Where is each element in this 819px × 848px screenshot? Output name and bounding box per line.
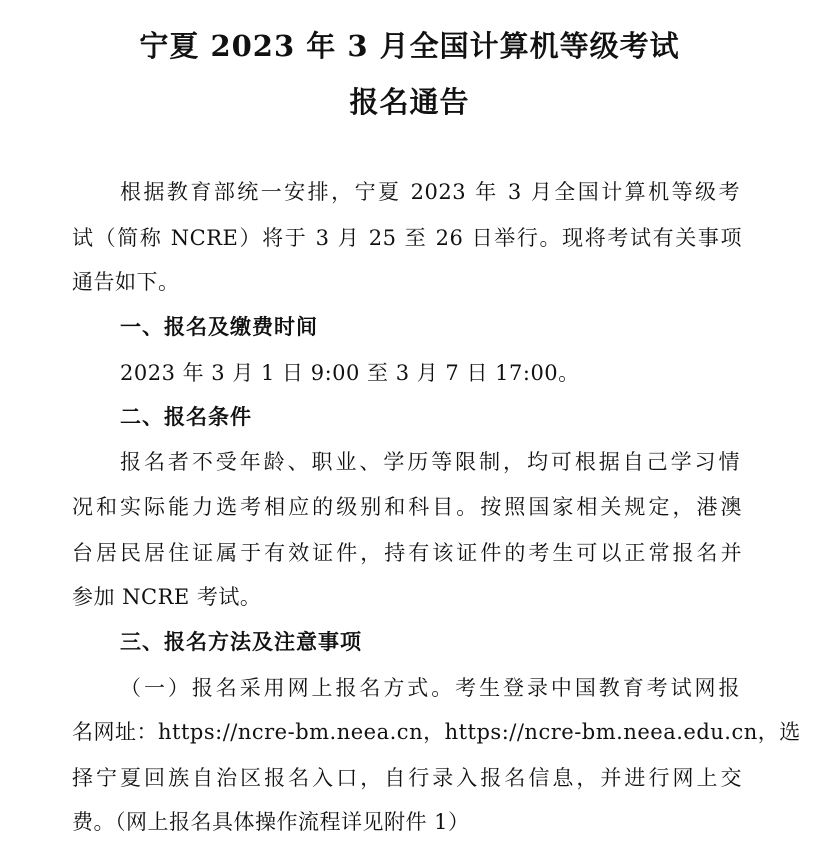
intro-line: 根据教育部统一安排，宁夏 2023 年 3 月全国计算机等级考 [120,180,740,204]
section-3-heading: 三、报名方法及注意事项 [120,630,362,654]
intro-line: 通告如下。 [72,270,180,294]
section-2-line: 报名者不受年龄、职业、学历等限制，均可根据自己学习情 [120,450,740,474]
document-title-line-1: 宁夏 2023 年 3 月全国计算机等级考试 [139,29,680,63]
intro-line: 试（简称 NCRE）将于 3 月 25 至 26 日举行。现将考试有关事项 [72,226,742,250]
document-title-line-2: 报名通告 [349,85,470,119]
section-1-text: 2023 年 3 月 1 日 9:00 至 3 月 7 日 17:00。 [120,361,580,385]
section-3-line: 择宁夏回族自治区报名入口，自行录入报名信息，并进行网上交 [72,766,742,790]
section-3-line: （一）报名采用网上报名方式。考生登录中国教育考试网报 [120,676,740,700]
section-2-line: 台居民居住证属于有效证件，持有该证件的考生可以正常报名并 [72,541,742,565]
section-3-line: 名网址：https://ncre-bm.neea.cn，https://ncre-bm.neea.edu.cn，选 [72,720,801,744]
section-2-line: 况和实际能力选考相应的级别和科目。按照国家相关规定，港澳 [72,495,742,519]
section-3-line: 费。（网上报名具体操作流程详见附件 1） [72,810,470,834]
section-1-heading: 一、报名及缴费时间 [120,315,318,339]
section-2-line: 参加 NCRE 考试。 [72,585,262,609]
section-2-heading: 二、报名条件 [120,405,252,429]
